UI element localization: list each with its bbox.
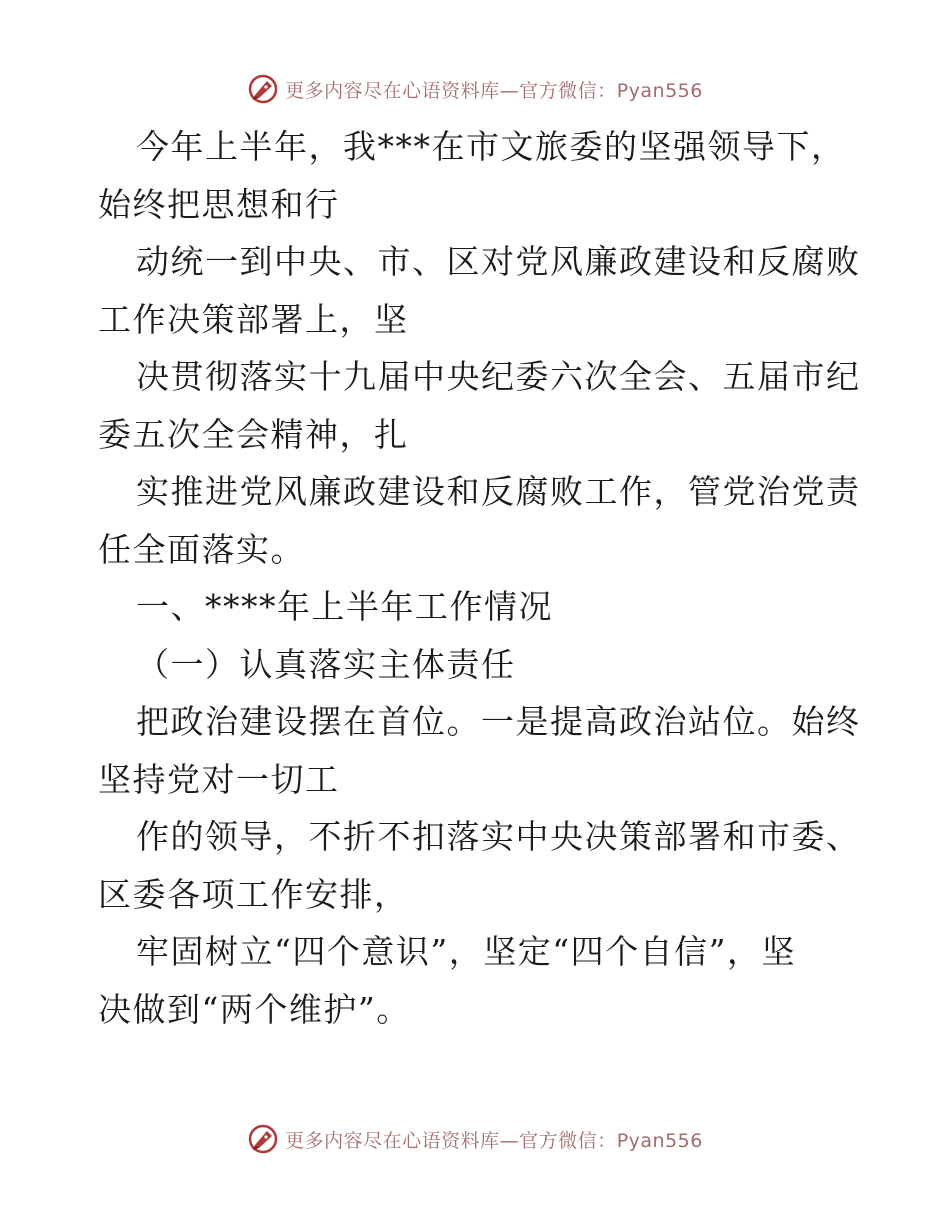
text-line: 把政治建设摆在首位。一是提高政治站位。始终: [136, 702, 861, 741]
text-line: 动统一到中央、市、区对党风廉政建设和反腐败: [136, 242, 861, 281]
text-line: 区委各项工作安排，: [98, 874, 409, 914]
footer-watermark-text: [285, 1126, 703, 1153]
subsection-heading: （一）认真落实主体责任: [136, 644, 516, 684]
text-line: 今年上半年，我***在市文旅委的坚强领导下，: [136, 127, 846, 166]
section-heading: 一、****年上半年工作情况: [136, 587, 553, 626]
document-body: [98, 118, 861, 1038]
banner-contact: Pyan556: [616, 79, 703, 102]
text-line: 作的领导，不折不扣落实中央决策部署和市委、: [136, 817, 861, 856]
banner-label: 官方微信：: [519, 79, 617, 102]
banner-separator: —: [499, 1129, 520, 1152]
text-line: 委五次全会精神，扎: [98, 414, 409, 454]
text-line: 工作决策部署上，坚: [98, 299, 409, 339]
text-line: 牢固树立“四个意识”，坚定“四个自信”，坚: [136, 932, 796, 971]
text-line: 实推进党风廉政建设和反腐败工作，管党治党责: [136, 472, 861, 511]
text-line: 决贯彻落实十九届中央纪委六次全会、五届市纪: [136, 357, 861, 396]
banner-site-name: 更多内容尽在心语资料库: [285, 1129, 500, 1152]
pen-nib-logo-icon: [247, 1123, 279, 1155]
header-watermark-banner: [0, 72, 950, 106]
text-line: 坚持党对一切工: [98, 759, 340, 799]
text-line: 决做到“两个维护”。: [98, 989, 411, 1029]
text-line: 始终把思想和行: [98, 184, 340, 224]
banner-contact: Pyan556: [616, 1129, 703, 1152]
banner-separator: —: [499, 79, 520, 102]
pen-nib-logo-icon: [247, 73, 279, 105]
banner-site-name: 更多内容尽在心语资料库: [285, 79, 500, 102]
banner-label: 官方微信：: [519, 1129, 617, 1152]
header-watermark-text: [285, 76, 703, 103]
footer-watermark-banner: [0, 1122, 950, 1156]
text-line: 任全面落实。: [98, 529, 305, 569]
